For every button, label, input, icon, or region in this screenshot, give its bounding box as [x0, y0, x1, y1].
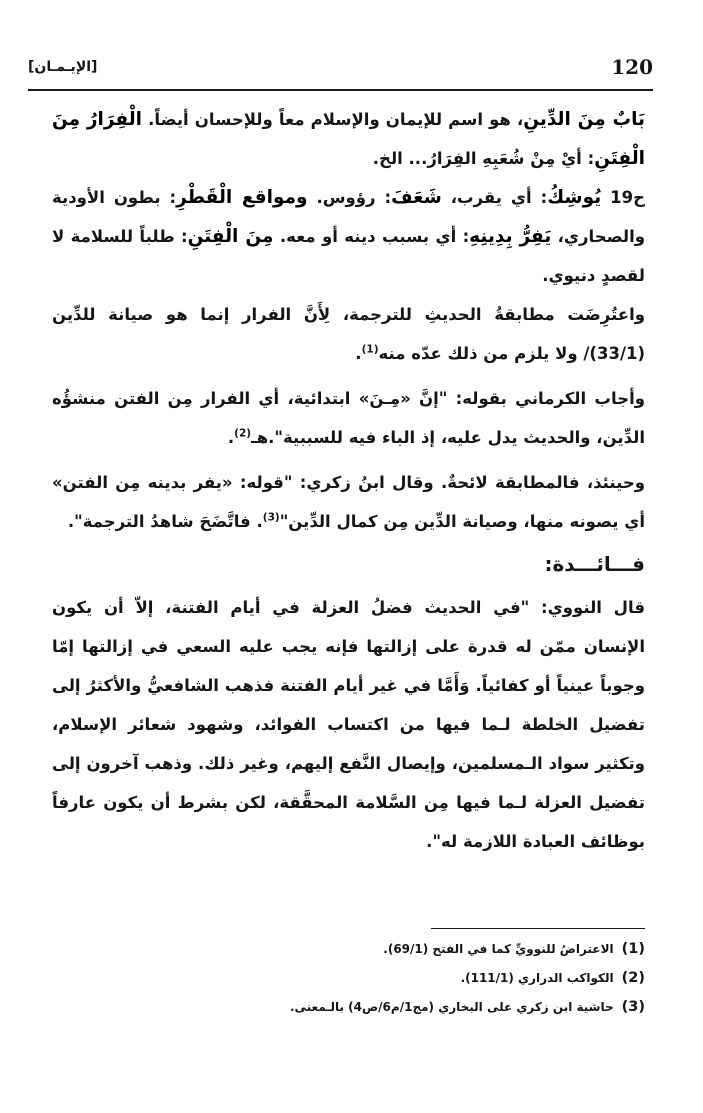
running-head: [الإيـمـان] [28, 59, 98, 75]
footnote-text: الاعتراضُ للنوويِّ كما في الفتح (69/1). [383, 942, 614, 956]
commentary-paragraphs [52, 100, 645, 541]
paragraph-text: وأجاب الكرماني بقوله: "إنَّ «مِـنَ» ابتدائية، أي الفرار مِن الفتن منشؤُه الدِّين، والحديث يدل عليه، إذ الباء فيه للسببية".هـ [52, 389, 645, 447]
footnote-item [58, 964, 645, 993]
footnote-item [58, 935, 645, 964]
paragraph-text: . [355, 344, 362, 363]
hadith-term: شَعَفَ [391, 187, 442, 208]
page-header [28, 55, 653, 85]
hadith-term: مِنَ الْفِتَنِ [187, 226, 274, 247]
footnote-text: حاشية ابن زكري على البخاري (مج1/م6/ص4) بالـمعنى. [289, 1000, 614, 1014]
header-divider [28, 89, 653, 91]
footnote-divider [431, 928, 645, 929]
paragraph-text: : أي يقرب، [441, 188, 548, 207]
commentary-paragraph [52, 295, 645, 373]
paragraph-text: ح19 [601, 188, 646, 207]
paragraph-text: . فاتَّضَحَ شاهدُ الترجمة". [67, 512, 263, 531]
footnote-item [58, 993, 645, 1022]
benefit-paragraph: قال النووي: "في الحديث فضلُ العزلة في أيام الفتنة، إلاّ أن يكون الإنسان ممّن له قدرة على إزالتها فإنه يجب عليه السعي في إزالتها إمّا وجوباً عينياً أو كفائياً. وَأَمَّا في غير أيام الفتنة فذهب الشافعيُّ والأكثرُ إلى تفضيل الخلطة لـما فيها من اكتساب الفوائد، وشهود شعائر الإسلام، وتكثير سواد الـمسلمين، وإيصال النَّفع إليهم، وغير ذلك. وذهب آخرون إلى تفضيل العزلة لـما فيها مِن السَّلامة المحقَّقة، لكن بشرط أن يكون عارفاً بوظائف العبادة اللازمة له". [52, 598, 645, 851]
footnote-number: (2) [621, 970, 645, 986]
paragraph-text: واعتُرِضَت مطابقةُ الحديثِ للترجمة، لِأَنَّ الفرار إنما هو صيانة للدِّين (33/1)/ ولا يلزم من ذلك عدّه منه [52, 305, 645, 363]
footnote-text: الكواكب الدراري (111/1). [460, 971, 614, 985]
page-number: 120 [611, 55, 653, 79]
paragraph-text: . [227, 428, 235, 447]
paragraph-text: : بطون الأودية والصحاري، [52, 188, 646, 246]
footnote-number: (3) [621, 999, 645, 1015]
paragraph-text: : طلباً للسلامة لا لقصدٍ دنيوي. [52, 227, 645, 285]
footnote-reference: (1) [361, 343, 379, 356]
paragraph-text: ، هو اسم للإيمان والإسلام معاً وللإحسان أيضاً. [142, 110, 524, 129]
commentary-paragraph [52, 178, 645, 295]
paragraph-text: : رؤوس. [307, 188, 392, 207]
paragraph-text: وحينئذ، فالمطابقة لائحةٌ. وقال ابنُ زكري: "قوله: «يفر بدينه مِن الفتن» أي يصونه منها، وصيانة الدِّين مِن كمال الدِّين" [52, 473, 645, 531]
hadith-term: يُوشِكُ [547, 187, 602, 208]
hadith-term: بَابٌ مِنَ الدِّينِ [523, 109, 645, 130]
commentary-paragraph [52, 100, 645, 178]
footnote-reference: (3) [262, 511, 280, 524]
footnote-number: (1) [621, 941, 645, 957]
commentary-paragraph [52, 463, 645, 541]
paragraph-text: : أي بسبب دينه أو معه. [273, 227, 470, 246]
hadith-term: ومواقع الْقَطْرِ [176, 187, 308, 208]
paragraph-text: : أيْ مِنْ شُعَبِهِ الفِرَارُ... الخ. [372, 149, 595, 168]
main-text [52, 100, 645, 861]
footnote-reference: (2) [234, 427, 252, 440]
section-heading: فـــائـــدة: [544, 552, 645, 576]
commentary-paragraph [52, 379, 645, 457]
hadith-term: يَفِرُّ بِدِينِهِ [469, 226, 552, 247]
hadith-term: الْفِرَارُ مِنَ الْفِتَنِ [52, 109, 645, 169]
footnotes [58, 935, 645, 1022]
